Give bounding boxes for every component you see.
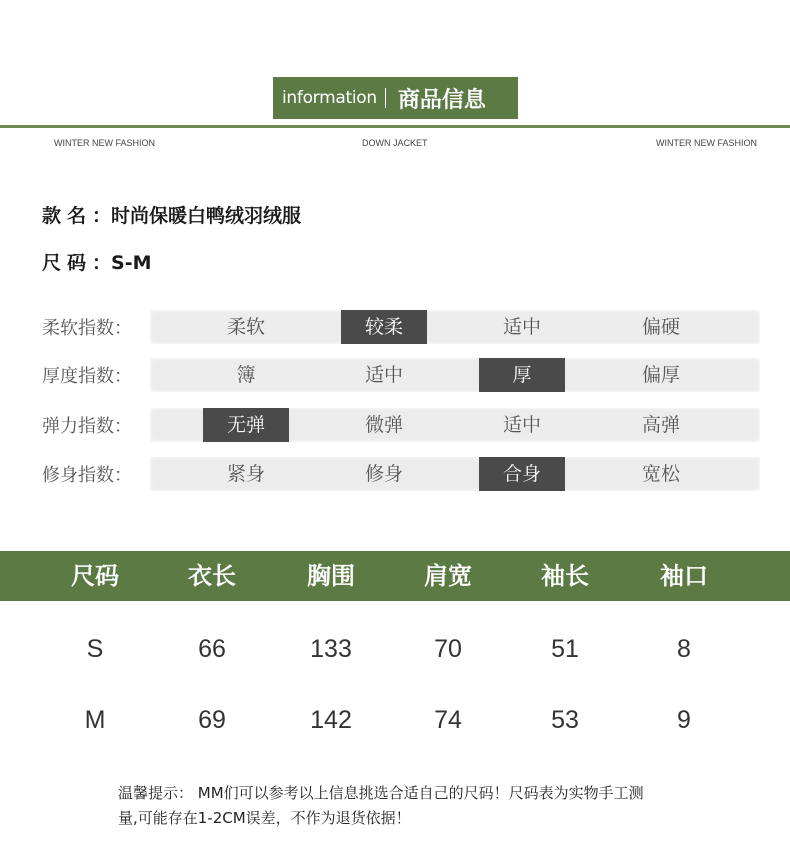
index-option: 修身 — [364, 463, 403, 485]
index-bar — [150, 358, 760, 392]
tag-center: DOWN JACKET — [362, 138, 428, 148]
size-table-cell: 8 — [677, 635, 691, 663]
index-label: 修身指数： — [42, 465, 132, 486]
size-table-cell: 51 — [551, 635, 579, 663]
index-option: 柔软 — [226, 316, 265, 338]
index-option: 偏硬 — [641, 316, 680, 338]
header-rule — [0, 125, 790, 128]
size-table-header-cell: 袖长 — [541, 562, 589, 590]
product-size-row — [42, 248, 152, 275]
index-bar — [150, 457, 760, 491]
product-size-label: 尺码 — [42, 252, 93, 274]
index-label: 柔软指数： — [42, 318, 132, 339]
index-option: 微弹 — [364, 414, 403, 436]
index-option: 宽松 — [641, 463, 680, 485]
index-option: 较柔 — [341, 310, 427, 344]
size-table-cell: M — [84, 706, 106, 734]
index-option: 适中 — [502, 414, 541, 436]
index-label: 厚度指数： — [42, 366, 132, 387]
size-table-cell: 69 — [198, 706, 226, 734]
index-option: 无弹 — [203, 408, 289, 442]
size-table-header-cell: 衣长 — [188, 562, 236, 590]
tag-left: WINTER NEW FASHION — [54, 138, 155, 148]
index-label: 弹力指数： — [42, 416, 132, 437]
size-note-line-2: 量,可能存在1-2CM误差，不作为退货依据！ — [118, 809, 411, 827]
size-table-header-cell: 胸围 — [307, 562, 355, 590]
size-table-cell: 74 — [434, 706, 462, 734]
product-size-value: S-M — [111, 252, 152, 274]
size-table-cell: 9 — [677, 706, 691, 734]
size-table-header-cell: 肩宽 — [424, 562, 472, 590]
size-table-header — [0, 551, 790, 601]
size-table-cell: 53 — [551, 706, 579, 734]
index-bar — [150, 408, 760, 442]
product-name-colon: ： — [92, 205, 112, 227]
index-option: 紧身 — [226, 463, 265, 485]
size-table-cell: 66 — [198, 635, 226, 663]
index-option: 高弹 — [641, 414, 680, 436]
index-bar — [150, 310, 760, 344]
tag-right: WINTER NEW FASHION — [656, 138, 757, 148]
index-option: 簿 — [236, 364, 256, 386]
size-table-cell: 142 — [310, 706, 352, 734]
size-table-header-cell: 尺码 — [71, 562, 119, 590]
product-name-label: 款名 — [42, 205, 93, 227]
index-option: 合身 — [479, 457, 565, 491]
size-table-header-cell: 袖口 — [660, 562, 708, 590]
header-badge — [273, 77, 518, 119]
index-option: 厚 — [479, 358, 565, 392]
size-table-cell: 70 — [434, 635, 462, 663]
header-divider — [385, 88, 386, 108]
index-option: 适中 — [502, 316, 541, 338]
header-title-cn: 商品信息 — [397, 87, 486, 113]
size-table-cell: 133 — [310, 635, 352, 663]
size-note-line-1: 温馨提示： MM们可以参考以上信息挑选合适自己的尺码！尺码表为实物手工测 — [118, 784, 644, 802]
header-title-en: information — [282, 88, 377, 108]
product-size-colon: ： — [92, 252, 112, 274]
product-name-row — [42, 201, 301, 228]
index-option: 偏厚 — [641, 364, 680, 386]
index-option: 适中 — [364, 364, 403, 386]
size-note — [118, 781, 728, 831]
size-table-cell: S — [86, 635, 104, 663]
product-name-value: 时尚保暖白鸭绒羽绒服 — [111, 205, 302, 227]
